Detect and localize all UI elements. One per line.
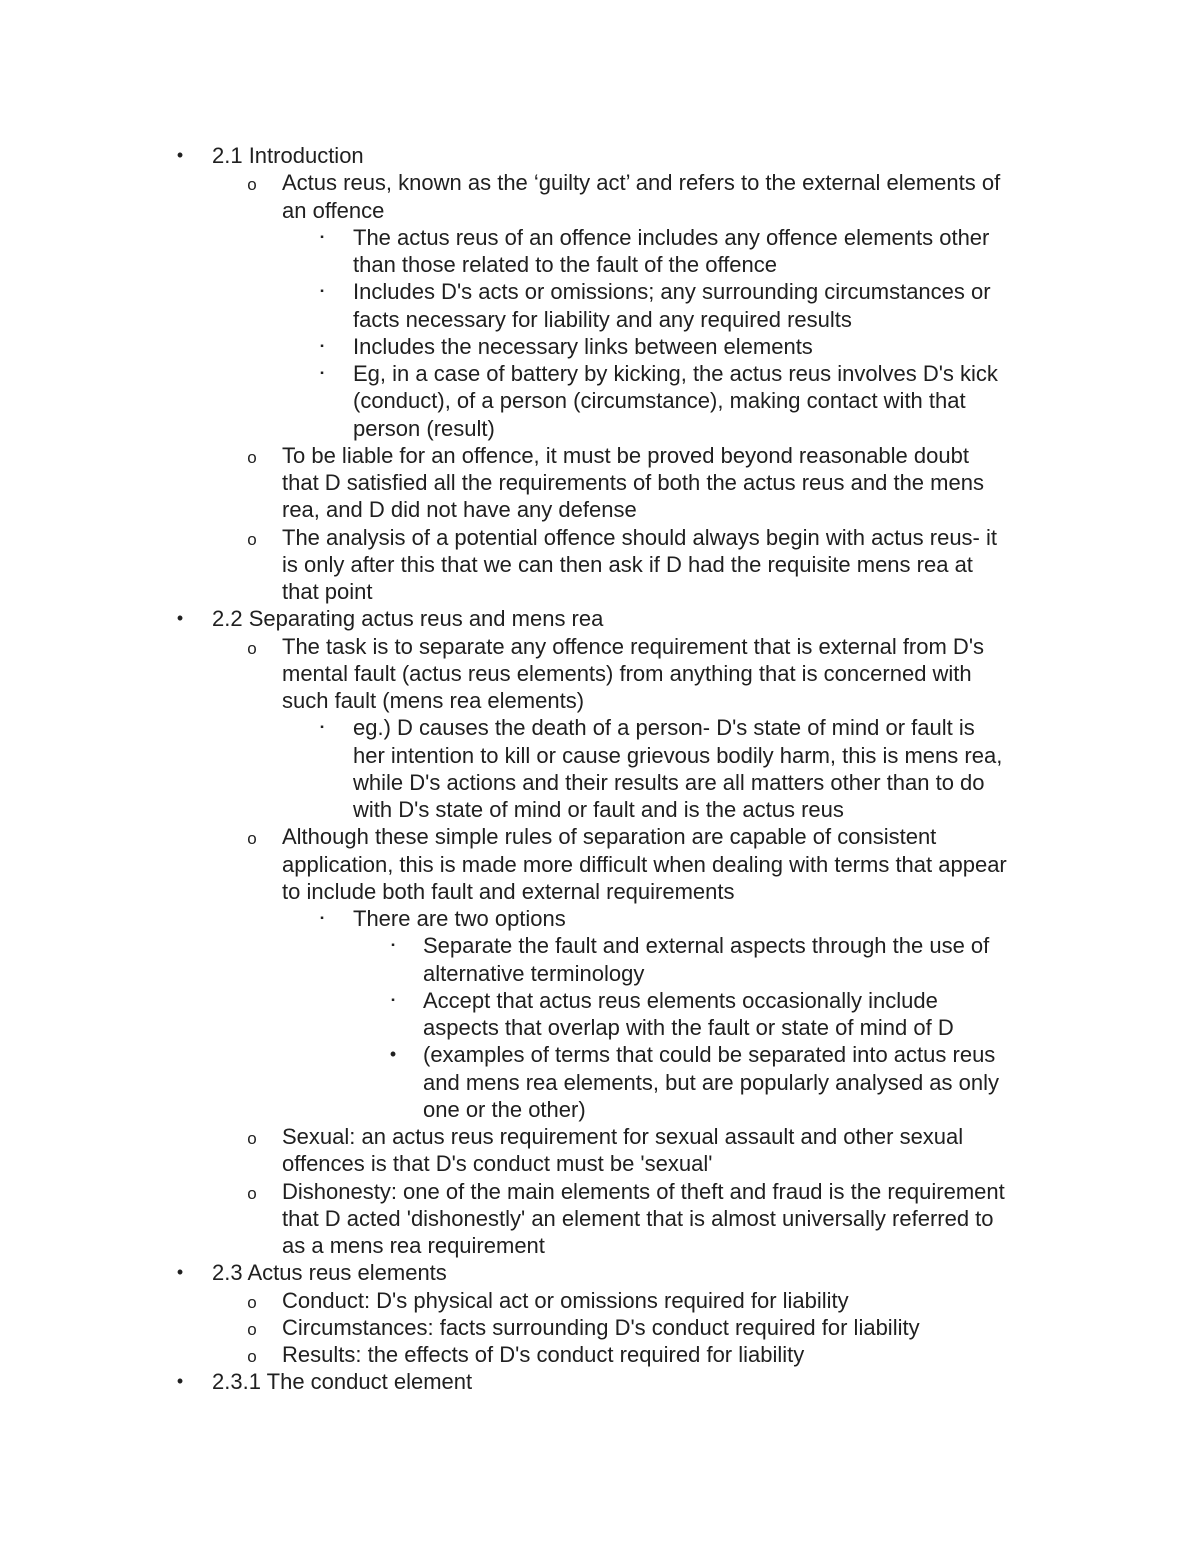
list-bullet-icon: ▪ (391, 940, 395, 952)
list-item-text: while D's actions and their results are all matters other than to do (353, 769, 985, 795)
list-bullet-icon: • (389, 1044, 397, 1065)
list-item-text: Although these simple rules of separation are capable of consistent (282, 824, 937, 850)
list-item-text: 2.3.1 The conduct element (212, 1369, 473, 1395)
list-item-text: to include both fault and external requirements (282, 878, 735, 904)
list-bullet-icon: • (176, 608, 184, 629)
list-bullet-icon: ▪ (320, 722, 324, 734)
list-item-text: that point (282, 579, 373, 604)
list-item-text: Circumstances: facts surrounding D's conduct required for liability (282, 1314, 920, 1340)
list-item-text: The analysis of a potential offence should always begin with actus reus- it (282, 524, 997, 550)
list-bullet-icon: o (247, 1183, 257, 1203)
list-bullet-icon: • (176, 1371, 184, 1392)
list-bullet-icon: ▪ (320, 286, 324, 298)
list-item-text: that D satisfied all the requirements of both the actus reus and the mens (282, 470, 984, 495)
list-item-text: 2.3 Actus reus elements (212, 1260, 447, 1286)
list-item-text: rea, and D did not have any defense (282, 497, 637, 523)
list-item-text: To be liable for an offence, it must be proved beyond reasonable doubt (282, 442, 969, 468)
list-item-text: alternative terminology (423, 960, 645, 986)
list-item-text: is only after this that we can then ask if D had the requisite mens rea at (282, 551, 973, 577)
list-item-text: facts necessary for liability and any required results (353, 306, 852, 332)
list-bullet-icon: • (176, 145, 184, 165)
list-item-text: an offence (282, 197, 385, 223)
list-item-text: Includes D's acts or omissions; any surrounding circumstances or (353, 279, 991, 305)
list-item-text: (conduct), of a person (circumstance), making contact with that (353, 388, 966, 414)
list-item-text: than those related to the fault of the offence (353, 252, 778, 277)
list-item-text: application, this is made more difficult when dealing with terms that appear (282, 851, 1007, 877)
list-item-text: Actus reus, known as the ‘guilty act’ and refers to the external elements of (282, 170, 1001, 196)
list-item-text: Conduct: D's physical act or omissions required for liability (282, 1287, 849, 1313)
list-item-text: eg.) D causes the death of a person- D's state of mind or fault is (353, 715, 975, 741)
list-bullet-icon: o (247, 1319, 257, 1339)
list-item-text: one or the other) (423, 1096, 586, 1122)
list-item-text: Sexual: an actus reus requirement for sexual assault and other sexual (282, 1124, 964, 1149)
list-item-text: offences is that D's conduct must be 'sexual' (282, 1151, 713, 1177)
list-bullet-icon: o (247, 447, 257, 467)
list-bullet-icon: o (247, 638, 257, 658)
list-item-text: her intention to kill or cause grievous bodily harm, this is mens rea, (353, 742, 1003, 768)
list-item-text: and mens rea elements, but are popularly analysed as only (423, 1069, 1000, 1095)
list-item-text: 2.1 Introduction (212, 143, 364, 168)
list-item-text: Eg, in a case of battery by kicking, the actus reus involves D's kick (353, 361, 998, 386)
list-item-text: mental fault (actus reus elements) from anything that is concerned with (282, 660, 972, 686)
list-bullet-icon: o (247, 1347, 257, 1366)
list-bullet-icon: ▪ (320, 340, 324, 352)
list-item-text: The actus reus of an offence includes any offence elements other (353, 224, 990, 250)
list-bullet-icon: o (247, 829, 257, 849)
list-item-text: 2.2 Separating actus reus and mens rea (212, 606, 604, 632)
list-bullet-icon: ▪ (320, 368, 324, 379)
list-item-text: person (result) (353, 415, 495, 441)
list-bullet-icon: o (247, 175, 257, 195)
list-item-text: that D acted 'dishonestly' an element that is almost universally referred to (282, 1205, 994, 1231)
list-item-text: The task is to separate any offence requirement that is external from D's (282, 633, 985, 659)
list-bullet-icon: o (247, 529, 257, 549)
list-item-text: such fault (mens rea elements) (282, 688, 585, 713)
list-bullet-icon: ▪ (391, 994, 395, 1006)
list-item-text: (examples of terms that could be separated into actus reus (423, 1042, 996, 1068)
list-item-text: There are two options (353, 906, 566, 931)
list-item-text: aspects that overlap with the fault or state of mind of D (423, 1015, 954, 1040)
list-bullet-icon: • (176, 1262, 184, 1283)
list-item-text: with D's state of mind or fault and is the actus reus (353, 797, 844, 822)
list-item-text: as a mens rea requirement (282, 1233, 545, 1258)
list-bullet-icon: o (247, 1129, 257, 1148)
list-item-text: Includes the necessary links between elements (353, 333, 813, 359)
list-item-text: Dishonesty: one of the main elements of theft and fraud is the requirement (282, 1178, 1005, 1204)
list-bullet-icon: o (247, 1292, 257, 1312)
list-bullet-icon: ▪ (320, 231, 324, 243)
list-item-text: Accept that actus reus elements occasionally include (423, 987, 938, 1013)
list-bullet-icon: ▪ (320, 913, 324, 924)
list-item-text: Separate the fault and external aspects through the use of (423, 933, 990, 959)
list-item-text: Results: the effects of D's conduct required for liability (282, 1342, 805, 1367)
